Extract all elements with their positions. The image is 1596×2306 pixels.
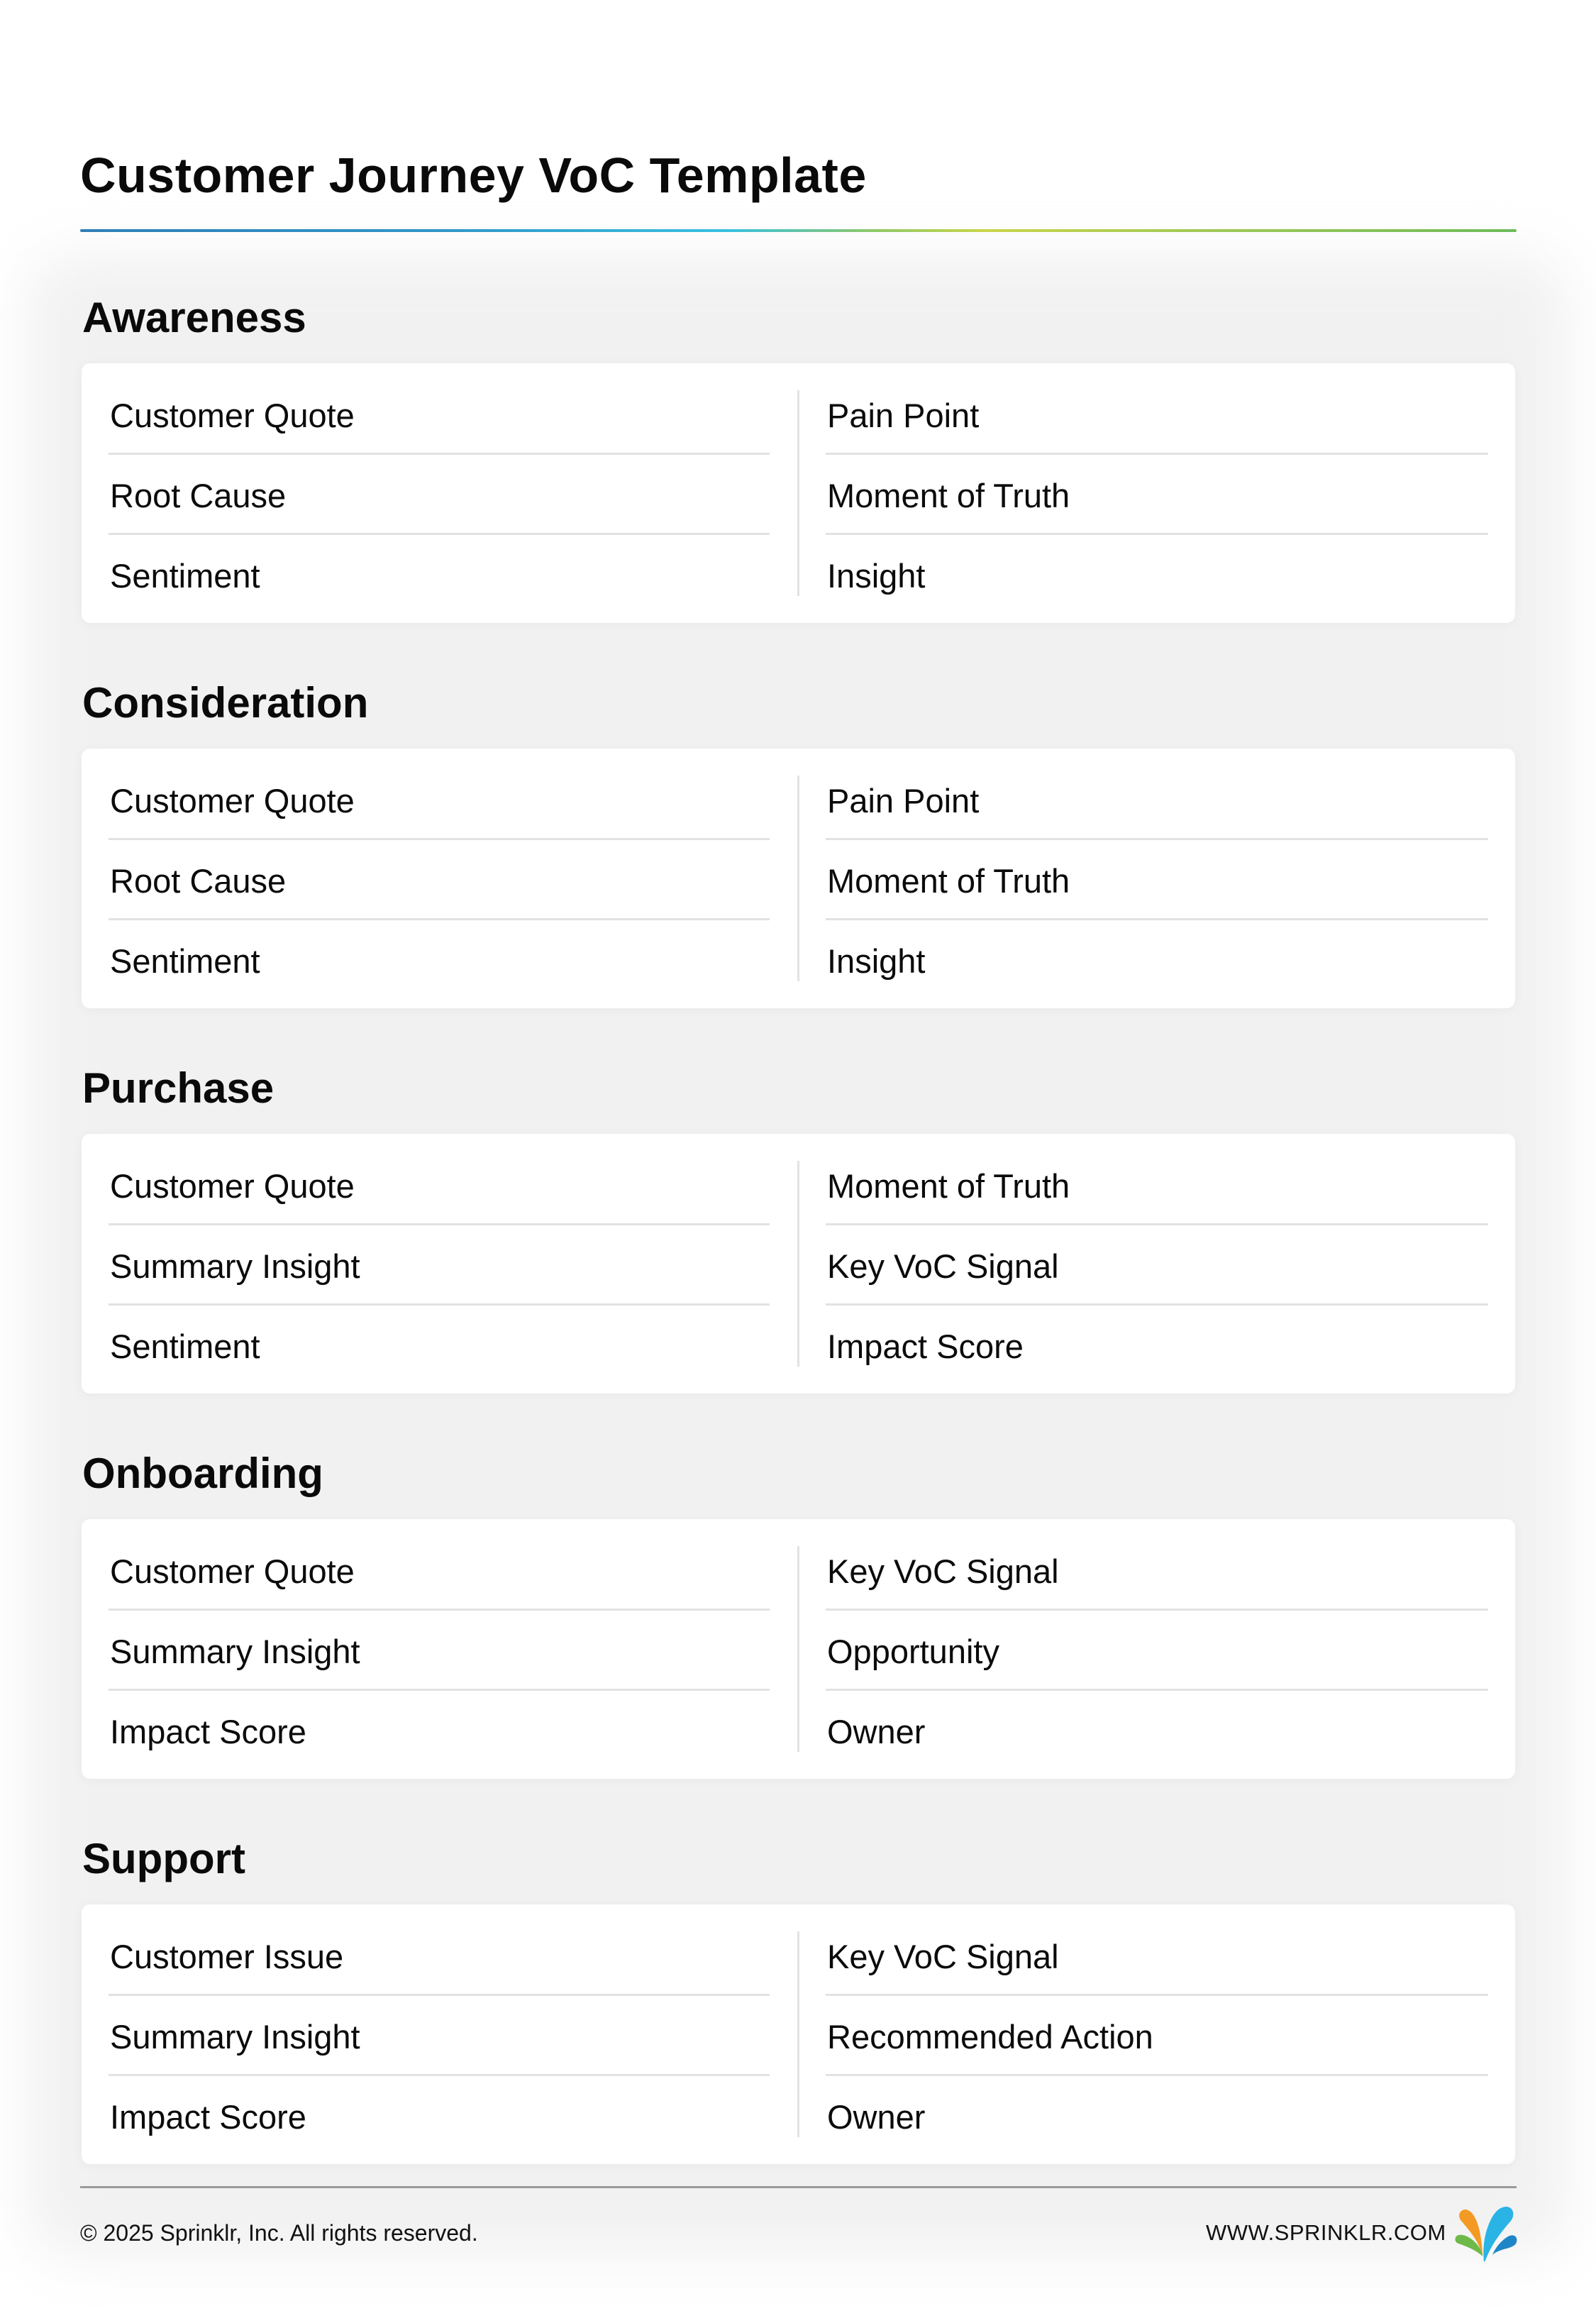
field-row[interactable] [826,1931,1488,1994]
field-row[interactable] [109,1706,770,1769]
field-label: Impact Score [827,1328,1024,1365]
field-label: Owner [827,2098,926,2136]
field-row[interactable] [109,1546,770,1609]
field-row[interactable] [826,390,1488,453]
row-divider [826,1994,1488,1996]
field-row[interactable] [826,1241,1488,1303]
field-row[interactable] [826,551,1488,613]
right-column [826,1546,1488,1752]
right-column [826,1931,1488,2137]
field-label: Customer Quote [110,782,355,820]
column-divider [797,1931,799,2137]
field-row[interactable] [826,776,1488,838]
section-title: Support [82,1835,245,1882]
column-divider [797,776,799,981]
column-divider [797,1546,799,1752]
field-label: Key VoC Signal [827,1552,1059,1590]
field-label: Insight [827,942,926,980]
field-label: Customer Quote [110,1167,355,1205]
row-divider [109,838,770,840]
row-divider [826,1689,1488,1691]
field-label: Key VoC Signal [827,1247,1059,1285]
right-column [826,1161,1488,1367]
field-row[interactable] [109,470,770,533]
field-row[interactable] [109,1931,770,1994]
section-title: Consideration [82,679,369,727]
left-column [109,390,770,596]
left-column [109,1931,770,2137]
row-divider [109,1303,770,1306]
column-divider [797,1161,799,1367]
field-label: Insight [827,557,926,595]
row-divider [109,453,770,455]
row-divider [109,1609,770,1611]
row-divider [826,918,1488,920]
row-divider [826,453,1488,455]
field-label: Owner [827,1713,926,1750]
field-row[interactable] [109,1321,770,1384]
sprinklr-logo-icon [1454,2205,1518,2263]
row-divider [826,1223,1488,1225]
row-divider [109,533,770,535]
field-row[interactable] [826,2092,1488,2154]
field-row[interactable] [109,856,770,918]
field-label: Sentiment [110,557,260,595]
field-row[interactable] [826,1706,1488,1769]
section-card [82,1134,1515,1394]
section-card [82,749,1515,1008]
field-label: Moment of Truth [827,862,1070,900]
field-row[interactable] [826,1161,1488,1223]
field-label: Impact Score [110,2098,306,2136]
field-label: Summary Insight [110,1247,360,1285]
field-label: Sentiment [110,1328,260,1365]
row-divider [826,533,1488,535]
field-label: Opportunity [827,1633,999,1670]
website-link[interactable]: WWW.SPRINKLR.COM [1206,2220,1446,2245]
footer-divider [80,2186,1517,2188]
field-row[interactable] [109,1241,770,1303]
field-label: Key VoC Signal [827,1938,1059,1975]
field-row[interactable] [826,1626,1488,1689]
row-divider [826,838,1488,840]
field-label: Customer Quote [110,397,355,434]
field-label: Moment of Truth [827,477,1070,514]
field-row[interactable] [109,936,770,998]
field-label: Moment of Truth [827,1167,1070,1205]
field-label: Root Cause [110,862,287,900]
section-title: Awareness [82,294,306,341]
field-row[interactable] [109,551,770,613]
field-label: Customer Issue [110,1938,344,1975]
left-column [109,776,770,981]
field-label: Summary Insight [110,1633,360,1670]
field-label: Recommended Action [827,2018,1153,2056]
copyright-text: © 2025 Sprinklr, Inc. All rights reserved. [80,2220,478,2246]
field-row[interactable] [826,2012,1488,2074]
column-divider [797,390,799,596]
field-row[interactable] [109,390,770,453]
row-divider [109,1689,770,1691]
left-column [109,1546,770,1752]
title-gradient-rule [80,229,1517,232]
section-title: Purchase [82,1064,275,1112]
field-row[interactable] [109,776,770,838]
page-title: Customer Journey VoC Template [80,148,867,203]
field-row[interactable] [109,1626,770,1689]
row-divider [109,2074,770,2076]
right-column [826,390,1488,596]
row-divider [109,918,770,920]
field-label: Sentiment [110,942,260,980]
field-label: Customer Quote [110,1552,355,1590]
section-title: Onboarding [82,1450,323,1497]
field-row[interactable] [826,1546,1488,1609]
field-label: Pain Point [827,782,980,820]
field-label: Pain Point [827,397,980,434]
row-divider [826,1609,1488,1611]
field-row[interactable] [826,470,1488,533]
row-divider [109,1223,770,1225]
section-card [82,363,1515,623]
field-row[interactable] [826,1321,1488,1384]
field-row[interactable] [826,856,1488,918]
row-divider [826,2074,1488,2076]
field-label: Root Cause [110,477,287,514]
section-card [82,1519,1515,1779]
right-column [826,776,1488,981]
field-label: Impact Score [110,1713,306,1750]
field-label: Summary Insight [110,2018,360,2056]
section-card [82,1904,1515,2164]
row-divider [826,1303,1488,1306]
field-row[interactable] [109,2092,770,2154]
field-row[interactable] [109,1161,770,1223]
left-column [109,1161,770,1367]
field-row[interactable] [109,2012,770,2074]
field-row[interactable] [826,936,1488,998]
row-divider [109,1994,770,1996]
